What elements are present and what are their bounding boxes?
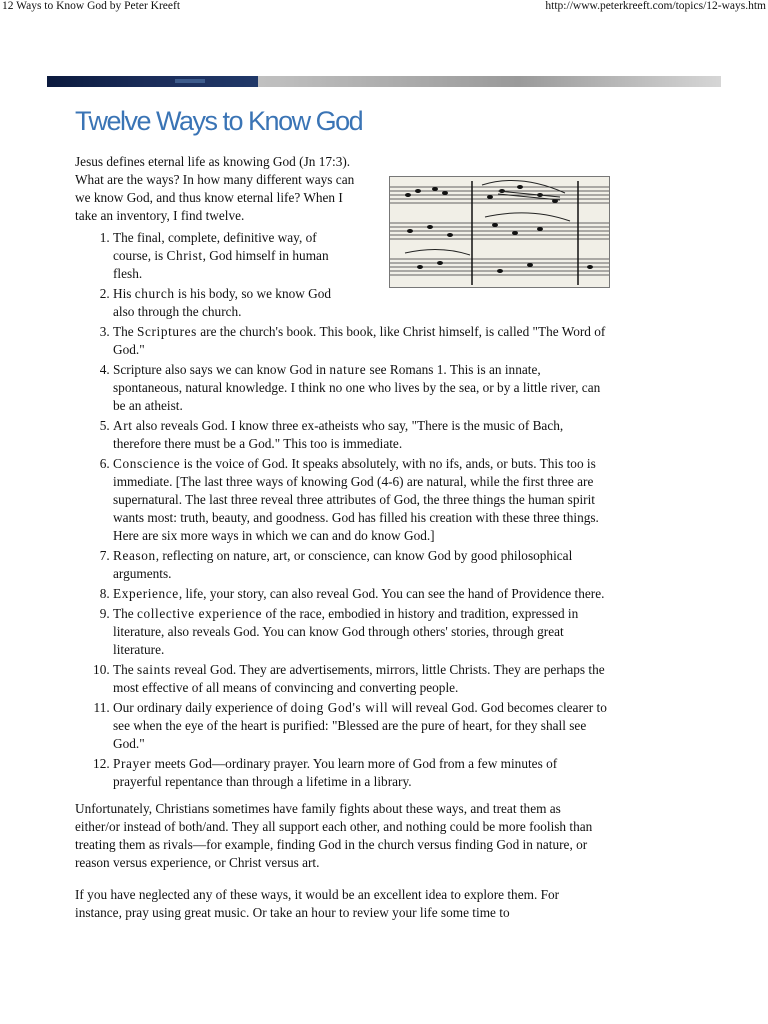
way-text-prefix: The [113,606,137,621]
print-header-title: 12 Ways to Know God by Peter Kreeft [2,0,181,12]
way-list-item [113,605,607,659]
way-text: is the voice of God. It speaks absolutely, with no ifs, ands, or buts. This too is immediate. [The last three ways of knowing God (4-6) are natural, while the first three are supernatural. The last three reveal three attributes of God, the three things the human spirit wants most: truth, beauty, and goodness. God has filled his creation with these three things. Here are six more ways in which we can and do know God.] [113,456,599,543]
way-text: are the church's book. This book, like Christ himself, is called "The Word of God." [113,324,606,357]
way-keyword: church [134,286,175,301]
way-text: is his body, so we know God also through the church. [113,286,332,319]
way-list-item [113,661,607,697]
way-list-item [113,585,607,603]
header-banner [47,76,721,87]
article-body [75,153,607,922]
way-text: , life, your story, can also reveal God. You can see the hand of Providence there. [178,586,605,601]
way-text-prefix: The [113,324,137,339]
way-text: reveal God. They are advertisements, mirrors, little Christs. They are perhaps the most effective of all means of convincing and converting people. [113,662,605,695]
way-text: of the race, embodied in history and tradition, expressed in literature, also reveals God. You can know God through others' stories, through great literature. [113,606,579,657]
way-text: see Romans 1. This is an innate, spontaneous, natural knowledge. I think no one who lives by the sea, or by a little river, can be an atheist. [113,362,601,413]
way-list-item [113,755,607,791]
way-text-prefix: His [113,286,135,301]
way-list-item [113,323,607,359]
way-list-item [113,285,353,321]
way-text-prefix: The final, complete, definitive way, of course, is [113,230,317,263]
twelve-ways-list [75,229,607,791]
way-list-item [113,417,607,453]
way-text: meets God—ordinary prayer. You learn more of God from a few minutes of prayerful repentance than through a lifetime in a library. [113,756,558,789]
header-banner-dark-segment [47,76,258,87]
way-list-item [113,699,607,753]
way-list-item [113,361,607,415]
way-keyword: nature [329,362,367,377]
way-text-prefix: The [113,662,137,677]
way-text: , God himself in human flesh. [113,248,329,281]
print-header-url: http://www.peterkreeft.com/topics/12-ways.htm [545,0,766,12]
print-header [0,0,768,16]
way-keyword: Scriptures [137,324,197,339]
way-text: will reveal God. God becomes clearer to see when the eye of the heart is purified: "Blessed are the pure of heart, for they shall see God." [113,700,607,751]
intro-paragraph: Jesus defines eternal life as knowing God (Jn 17:3). What are the ways? In how many different ways can we know God, and thus know eternal life? When I take an inventory, I find twelve. [75,154,355,223]
way-keyword: Experience [113,586,179,601]
way-keyword: Christ [166,248,203,263]
way-keyword: doing God's will [290,700,389,715]
way-keyword: Reason [113,548,156,563]
conclusion-paragraph-1: Unfortunately, Christians sometimes have family fights about these ways, and treat them as either/or instead of both/and. They all support each other, and nothing could be more foolish than treating them as rivals—for example, finding God in the church versus finding God in nature, or reason versus experience, or Christ versus art. [75,801,593,870]
way-text-prefix: Scripture also says we can know God in [113,362,330,377]
way-keyword: Conscience [113,456,181,471]
way-keyword: Art [113,418,133,433]
way-list-item [113,455,607,545]
way-text-prefix: Our ordinary daily experience of [113,700,291,715]
way-text: , reflecting on nature, art, or conscience, can know God by good philosophical arguments. [113,548,573,581]
way-list-item [113,229,353,283]
way-keyword: Prayer [113,756,152,771]
way-list-item [113,547,607,583]
way-keyword: saints [137,662,171,677]
page-title: Twelve Ways to Know God [75,106,363,136]
way-text: also reveals God. I know three ex-atheists who say, "There is the music of Bach, therefore there must be a God." This too is immediate. [113,418,564,451]
conclusion-paragraph-2: If you have neglected any of these ways, it would be an excellent idea to explore them. For instance, pray using great music. Or take an hour to review your life some time to [75,887,560,920]
way-keyword: collective experience [137,606,263,621]
